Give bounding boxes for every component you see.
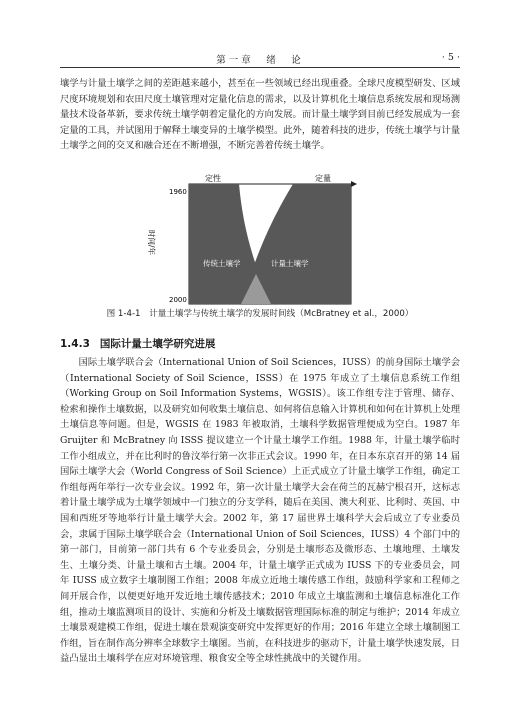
intro-paragraph: 壤学与计量土壤学之间的差距越来越小，甚至在一些领域已经出现重叠。全球尺度模型研发、区域尺度环境规划和农田尺度土壤管理对定量化信息的需求，以及计算机化土壤信息系统发展和现场测量技术设备革新，要求传统土壤学朝着定量化的方向发展。而计量土壤学到目前已经发展成为一套定量的工具，并试图用于解释土壤变异的土壤学模型。此外，随着科技的进步，传统土壤学与计量土壤学之间的交叉和融合还在不断增强，不断完善着传统土壤学。 [60,78,460,152]
timeline-diagram [143,170,363,310]
section-title: 国际计量土壤学研究进展 [99,338,216,350]
label-traditional: 传统土壤学 [203,259,241,268]
year-1960: 1960 [169,188,187,196]
section-number: 1.4.3 [60,338,90,350]
label-quantitative: 定量 [315,174,331,183]
timeline-figure [143,170,363,310]
section-heading [60,336,225,351]
time-axis-label: 时间/年 [147,230,156,256]
running-header [60,52,460,66]
year-2000: 2000 [169,296,187,304]
label-qualitative: 定性 [205,174,221,183]
label-pedometrics: 计量土壤学 [271,259,309,268]
figure-caption: 图 1-4-1 计量土壤学与传统土壤学的发展时间线（McBratney et al.，2000） [106,309,414,319]
page-number: · 5 · [441,52,460,63]
chapter-title: 第一章 绪 论 [216,55,304,66]
header-rule [60,67,460,68]
body-paragraph: 国际土壤学联合会（International Union of Soil Sciences，IUSS）的前身国际土壤学会（International Society of Soil Science，ISSS）在 1975 年成立了土壤信息系统工作组（Working Group on Soil Information Systems，WGSIS）。该工作组专注于管理、储存、检索和操作土壤数据，以及研究如何收集土壤信息、如何将信息输入计算机和如何在计算机上处理土壤信息等问题。但是，WGSIS 在 1983 年被取消，土壤科学数据管理便成为空白。1987 年 Gruijter 和 McBratney 向 ISSS 提议建立一个计量土壤学工作组。1988 年，计量土壤学临时工作小组成立，并在比利时的鲁汶举行第一次非正式会议。1990 年，在日本东京召开的第 14 届国际土壤学大会（World Congress of Soil Science）上正式成立了计量土壤学工作组，确定工作组每两年举行一次专业会议。1992 年，第一次计量土壤学大会在荷兰的瓦赫宁根召开，这标志着计量土壤学成为土壤学领域中一门独立的分支学科，随后在美国、澳大利亚、比利时、英国、中国和西班牙等地举行计量土壤学大会。2002 年，第 17 届世界土壤科学大会后成立了专业委员会，隶属于国际土壤学联合会（International Union of Soil Sciences，IUSS）4 个部门中的第一部门，目前第一部门共有 6 个专业委员会，分别是土壤形态及微形态、土壤地理、土壤发生、土壤分类、计量土壤和古土壤。2004 年，计量土壤学正式成为 IUSS 下的专业委员会，同年 IUSS 成立数字土壤制图工作组；2008 年成立近地土壤传感工作组，鼓励科学家和工程师之间开展合作，以便更好地开发近地土壤传感技术；2010 年成立土壤监测和土壤信息标准化工作组，推动土壤监测项目的设计、实施和分析及土壤数据管理国际标准的制定与维护；2014 年成立土壤景观建模工作组，促进土壤在景观演变研究中发挥更好的作用；2016 年建立全球土壤制图工作组，旨在制作高分辨率全球数字土壤图。当前，在科技进步的驱动下，计量土壤学快速发展，日益凸显出土壤科学在应对环境管理、粮食安全等全球性挑战中的关键作用。 [60,357,460,665]
axis-arrowhead [351,181,357,187]
